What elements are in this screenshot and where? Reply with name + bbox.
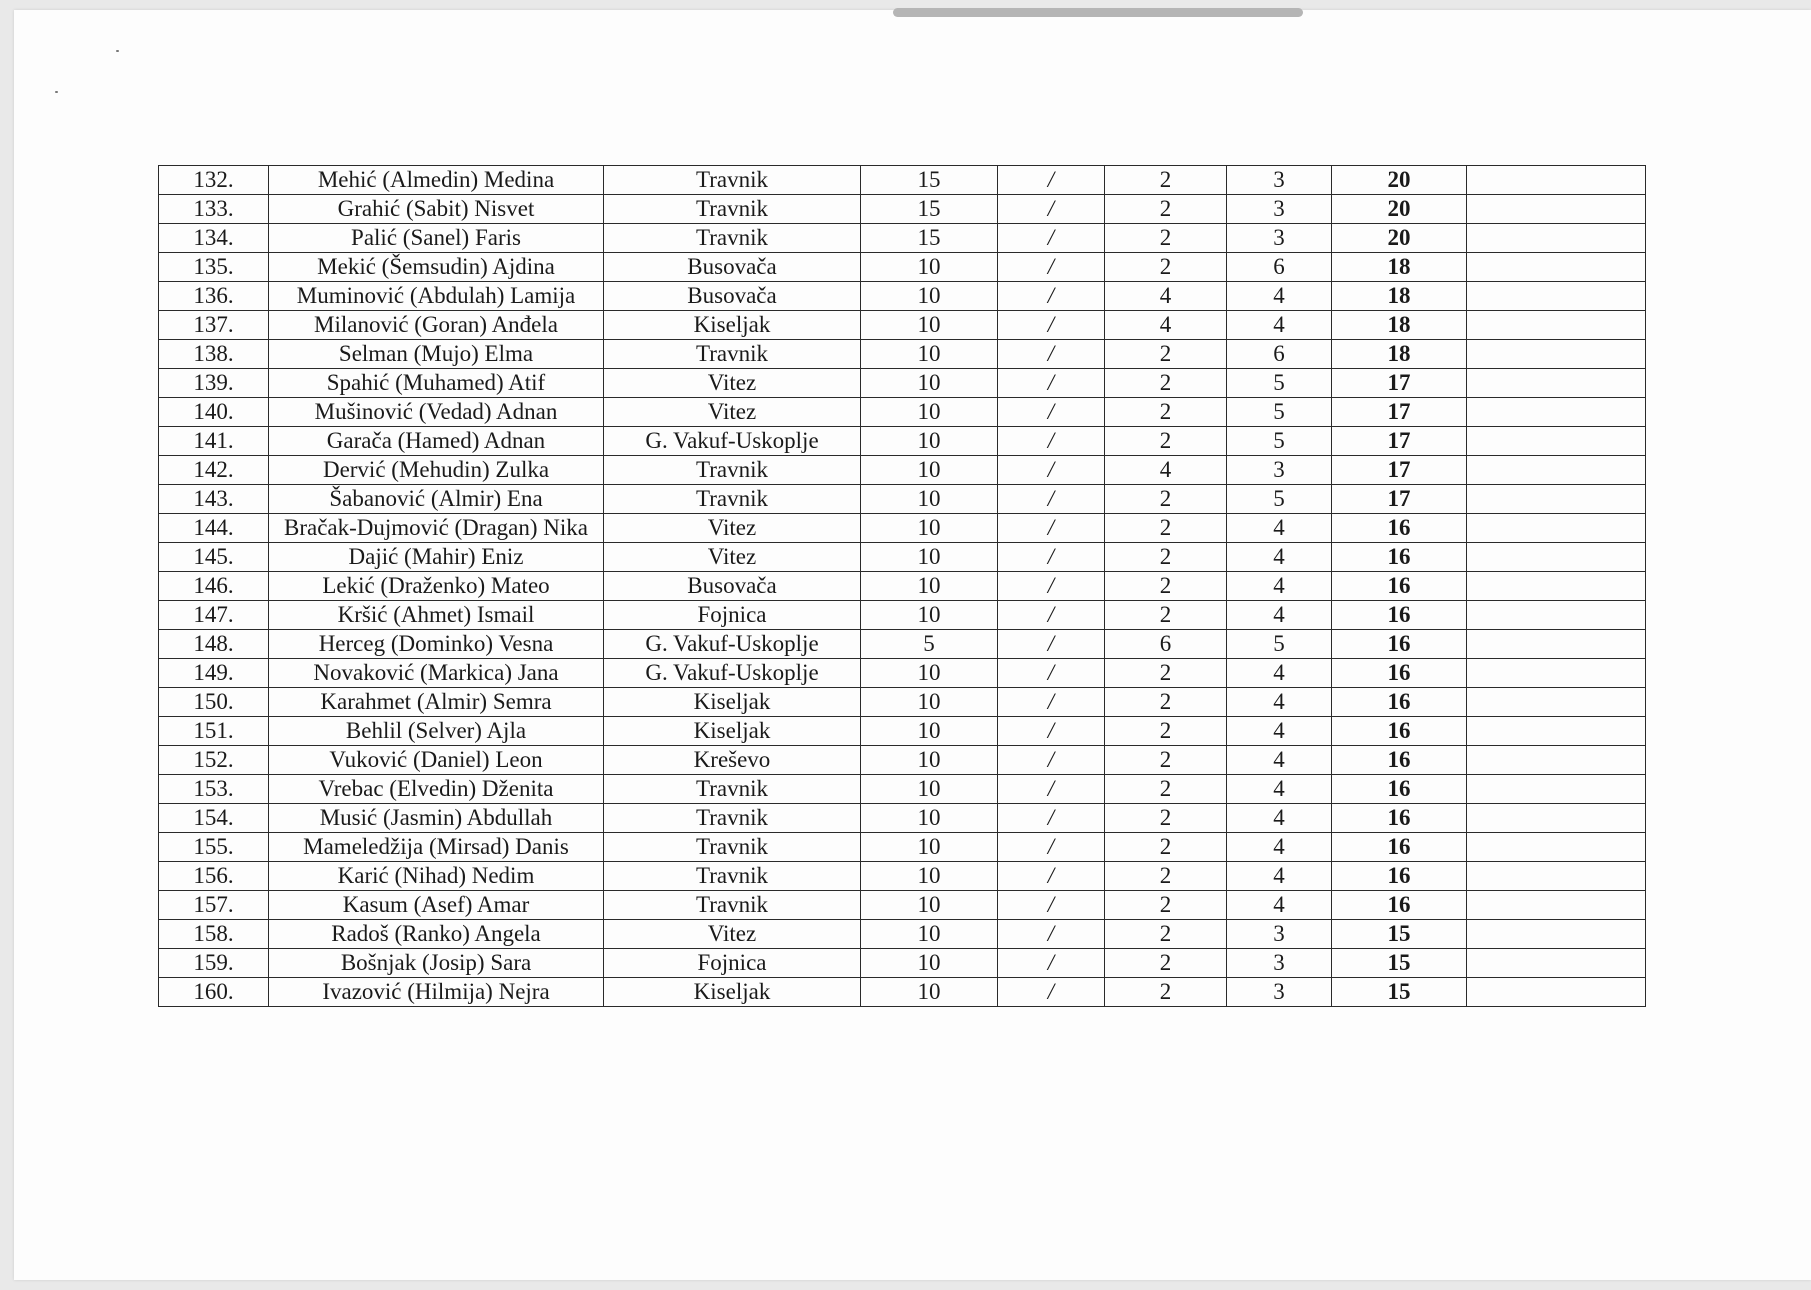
table-row <box>159 978 1646 1007</box>
cell-note <box>1467 543 1646 572</box>
cell-city: Kreševo <box>604 746 861 775</box>
cell-city: Travnik <box>604 775 861 804</box>
scan-speck <box>55 91 58 93</box>
cell-points-4: 6 <box>1227 253 1332 282</box>
cell-points-3: 2 <box>1105 398 1227 427</box>
cell-points-1: 10 <box>861 891 998 920</box>
cell-points-1: 10 <box>861 775 998 804</box>
cell-city: Busovača <box>604 572 861 601</box>
cell-name: Ivazović (Hilmija) Nejra <box>269 978 604 1007</box>
cell-points-1: 10 <box>861 572 998 601</box>
cell-city: Busovača <box>604 253 861 282</box>
cell-name: Novaković (Markica) Jana <box>269 659 604 688</box>
cell-number: 146. <box>159 572 269 601</box>
cell-points-4: 5 <box>1227 485 1332 514</box>
cell-note <box>1467 949 1646 978</box>
cell-note <box>1467 311 1646 340</box>
cell-points-2: / <box>998 804 1105 833</box>
table-row <box>159 717 1646 746</box>
cell-number: 157. <box>159 891 269 920</box>
table-row <box>159 253 1646 282</box>
cell-name: Dajić (Mahir) Eniz <box>269 543 604 572</box>
cell-points-2: / <box>998 398 1105 427</box>
cell-points-2: / <box>998 688 1105 717</box>
cell-city: Kiseljak <box>604 717 861 746</box>
cell-note <box>1467 456 1646 485</box>
cell-name: Grahić (Sabit) Nisvet <box>269 195 604 224</box>
cell-points-2: / <box>998 456 1105 485</box>
cell-points-1: 10 <box>861 485 998 514</box>
cell-points-2: / <box>998 978 1105 1007</box>
table-row <box>159 775 1646 804</box>
cell-city: Kiseljak <box>604 311 861 340</box>
cell-total: 18 <box>1332 311 1467 340</box>
cell-city: Vitez <box>604 920 861 949</box>
cell-points-1: 15 <box>861 166 998 195</box>
cell-total: 17 <box>1332 427 1467 456</box>
cell-city: Travnik <box>604 224 861 253</box>
table-row <box>159 311 1646 340</box>
cell-name: Bračak-Dujmović (Dragan) Nika <box>269 514 604 543</box>
cell-points-4: 4 <box>1227 572 1332 601</box>
cell-points-3: 2 <box>1105 717 1227 746</box>
cell-points-4: 4 <box>1227 717 1332 746</box>
cell-note <box>1467 224 1646 253</box>
cell-points-1: 10 <box>861 949 998 978</box>
cell-total: 16 <box>1332 514 1467 543</box>
cell-note <box>1467 978 1646 1007</box>
cell-city: Vitez <box>604 398 861 427</box>
cell-number: 142. <box>159 456 269 485</box>
cell-points-3: 2 <box>1105 427 1227 456</box>
cell-points-2: / <box>998 311 1105 340</box>
cell-points-3: 2 <box>1105 891 1227 920</box>
cell-name: Selman (Mujo) Elma <box>269 340 604 369</box>
cell-total: 20 <box>1332 166 1467 195</box>
cell-number: 151. <box>159 717 269 746</box>
cell-name: Muminović (Abdulah) Lamija <box>269 282 604 311</box>
cell-note <box>1467 688 1646 717</box>
cell-city: G. Vakuf-Uskoplje <box>604 630 861 659</box>
cell-total: 16 <box>1332 891 1467 920</box>
cell-points-4: 5 <box>1227 427 1332 456</box>
cell-city: Fojnica <box>604 601 861 630</box>
cell-name: Musić (Jasmin) Abdullah <box>269 804 604 833</box>
cell-points-1: 5 <box>861 630 998 659</box>
cell-total: 17 <box>1332 398 1467 427</box>
cell-points-3: 2 <box>1105 543 1227 572</box>
cell-points-3: 2 <box>1105 369 1227 398</box>
cell-points-4: 5 <box>1227 398 1332 427</box>
cell-total: 18 <box>1332 282 1467 311</box>
cell-points-3: 2 <box>1105 572 1227 601</box>
table-row <box>159 949 1646 978</box>
cell-number: 153. <box>159 775 269 804</box>
cell-name: Garača (Hamed) Adnan <box>269 427 604 456</box>
table-row <box>159 746 1646 775</box>
cell-points-2: / <box>998 369 1105 398</box>
cell-number: 141. <box>159 427 269 456</box>
cell-number: 135. <box>159 253 269 282</box>
cell-points-3: 2 <box>1105 920 1227 949</box>
cell-points-4: 4 <box>1227 659 1332 688</box>
cell-points-1: 10 <box>861 659 998 688</box>
cell-points-4: 4 <box>1227 804 1332 833</box>
cell-number: 158. <box>159 920 269 949</box>
table-row <box>159 340 1646 369</box>
cell-points-2: / <box>998 282 1105 311</box>
cell-points-1: 10 <box>861 543 998 572</box>
cell-total: 16 <box>1332 862 1467 891</box>
cell-points-3: 2 <box>1105 775 1227 804</box>
cell-points-3: 2 <box>1105 340 1227 369</box>
cell-points-4: 3 <box>1227 195 1332 224</box>
cell-points-4: 4 <box>1227 543 1332 572</box>
cell-total: 16 <box>1332 717 1467 746</box>
cell-name: Spahić (Muhamed) Atif <box>269 369 604 398</box>
cell-points-4: 4 <box>1227 311 1332 340</box>
cell-points-1: 10 <box>861 253 998 282</box>
cell-name: Mameledžija (Mirsad) Danis <box>269 833 604 862</box>
cell-points-2: / <box>998 630 1105 659</box>
cell-points-3: 4 <box>1105 282 1227 311</box>
cell-number: 149. <box>159 659 269 688</box>
cell-city: Vitez <box>604 543 861 572</box>
cell-number: 139. <box>159 369 269 398</box>
results-table <box>158 165 1646 1007</box>
cell-city: Travnik <box>604 804 861 833</box>
cell-points-1: 10 <box>861 804 998 833</box>
cell-points-1: 10 <box>861 601 998 630</box>
cell-number: 136. <box>159 282 269 311</box>
cell-number: 145. <box>159 543 269 572</box>
cell-name: Radoš (Ranko) Angela <box>269 920 604 949</box>
table-row <box>159 427 1646 456</box>
cell-points-1: 10 <box>861 746 998 775</box>
cell-name: Behlil (Selver) Ajla <box>269 717 604 746</box>
cell-points-1: 10 <box>861 717 998 746</box>
cell-points-3: 2 <box>1105 978 1227 1007</box>
cell-city: Travnik <box>604 833 861 862</box>
cell-note <box>1467 485 1646 514</box>
cell-points-1: 10 <box>861 369 998 398</box>
cell-name: Mehić (Almedin) Medina <box>269 166 604 195</box>
cell-name: Palić (Sanel) Faris <box>269 224 604 253</box>
cell-name: Vrebac (Elvedin) Dženita <box>269 775 604 804</box>
cell-points-2: / <box>998 717 1105 746</box>
cell-points-1: 15 <box>861 195 998 224</box>
cell-name: Dervić (Mehudin) Zulka <box>269 456 604 485</box>
cell-points-1: 10 <box>861 311 998 340</box>
cell-points-2: / <box>998 891 1105 920</box>
cell-note <box>1467 862 1646 891</box>
cell-points-4: 3 <box>1227 978 1332 1007</box>
cell-points-3: 2 <box>1105 601 1227 630</box>
cell-points-4: 4 <box>1227 282 1332 311</box>
cell-number: 155. <box>159 833 269 862</box>
cell-points-4: 3 <box>1227 456 1332 485</box>
cell-number: 132. <box>159 166 269 195</box>
cell-points-4: 4 <box>1227 688 1332 717</box>
table-row <box>159 485 1646 514</box>
cell-total: 17 <box>1332 456 1467 485</box>
cell-note <box>1467 282 1646 311</box>
table-row <box>159 659 1646 688</box>
cell-total: 16 <box>1332 804 1467 833</box>
cell-points-3: 2 <box>1105 688 1227 717</box>
cell-points-2: / <box>998 195 1105 224</box>
cell-number: 147. <box>159 601 269 630</box>
cell-points-4: 6 <box>1227 340 1332 369</box>
cell-points-2: / <box>998 949 1105 978</box>
cell-points-1: 10 <box>861 862 998 891</box>
cell-points-4: 4 <box>1227 775 1332 804</box>
cell-note <box>1467 195 1646 224</box>
cell-city: Vitez <box>604 514 861 543</box>
cell-total: 16 <box>1332 746 1467 775</box>
cell-points-3: 2 <box>1105 659 1227 688</box>
cell-total: 16 <box>1332 688 1467 717</box>
cell-name: Mekić (Šemsudin) Ajdina <box>269 253 604 282</box>
cell-points-3: 2 <box>1105 224 1227 253</box>
cell-name: Herceg (Dominko) Vesna <box>269 630 604 659</box>
cell-points-3: 4 <box>1105 311 1227 340</box>
table-body <box>159 166 1646 1007</box>
cell-note <box>1467 920 1646 949</box>
cell-points-2: / <box>998 920 1105 949</box>
cell-total: 16 <box>1332 833 1467 862</box>
table-row <box>159 195 1646 224</box>
table-row <box>159 862 1646 891</box>
table-row <box>159 398 1646 427</box>
cell-total: 17 <box>1332 369 1467 398</box>
table-row <box>159 456 1646 485</box>
cell-number: 138. <box>159 340 269 369</box>
cell-points-2: / <box>998 833 1105 862</box>
cell-name: Mušinović (Vedad) Adnan <box>269 398 604 427</box>
scan-speck <box>116 50 119 52</box>
cell-points-3: 2 <box>1105 804 1227 833</box>
table-row <box>159 920 1646 949</box>
cell-city: Travnik <box>604 340 861 369</box>
cell-note <box>1467 253 1646 282</box>
cell-number: 148. <box>159 630 269 659</box>
cell-total: 15 <box>1332 978 1467 1007</box>
cell-points-3: 2 <box>1105 949 1227 978</box>
cell-total: 16 <box>1332 659 1467 688</box>
table-row <box>159 166 1646 195</box>
cell-points-2: / <box>998 572 1105 601</box>
cell-points-2: / <box>998 775 1105 804</box>
cell-total: 16 <box>1332 543 1467 572</box>
cell-points-4: 4 <box>1227 862 1332 891</box>
cell-points-3: 2 <box>1105 746 1227 775</box>
cell-points-4: 3 <box>1227 224 1332 253</box>
table-row <box>159 630 1646 659</box>
cell-points-4: 4 <box>1227 601 1332 630</box>
cell-name: Milanović (Goran) Anđela <box>269 311 604 340</box>
table-row <box>159 804 1646 833</box>
cell-points-2: / <box>998 253 1105 282</box>
cell-points-2: / <box>998 862 1105 891</box>
cell-name: Kasum (Asef) Amar <box>269 891 604 920</box>
cell-note <box>1467 572 1646 601</box>
cell-note <box>1467 833 1646 862</box>
cell-points-2: / <box>998 224 1105 253</box>
table-row <box>159 224 1646 253</box>
cell-note <box>1467 775 1646 804</box>
cell-city: Busovača <box>604 282 861 311</box>
cell-points-2: / <box>998 485 1105 514</box>
cell-note <box>1467 514 1646 543</box>
cell-points-1: 10 <box>861 920 998 949</box>
cell-note <box>1467 630 1646 659</box>
cell-points-2: / <box>998 427 1105 456</box>
cell-city: Travnik <box>604 862 861 891</box>
cell-points-4: 4 <box>1227 514 1332 543</box>
cell-total: 15 <box>1332 920 1467 949</box>
cell-points-3: 4 <box>1105 456 1227 485</box>
cell-name: Šabanović (Almir) Ena <box>269 485 604 514</box>
cell-city: Kiseljak <box>604 978 861 1007</box>
cell-city: G. Vakuf-Uskoplje <box>604 427 861 456</box>
cell-city: G. Vakuf-Uskoplje <box>604 659 861 688</box>
scrollbar-thumb[interactable] <box>893 8 1303 17</box>
cell-number: 133. <box>159 195 269 224</box>
cell-total: 20 <box>1332 195 1467 224</box>
cell-name: Bošnjak (Josip) Sara <box>269 949 604 978</box>
cell-number: 156. <box>159 862 269 891</box>
cell-note <box>1467 746 1646 775</box>
cell-total: 16 <box>1332 572 1467 601</box>
cell-points-4: 3 <box>1227 166 1332 195</box>
cell-points-1: 15 <box>861 224 998 253</box>
cell-points-3: 2 <box>1105 862 1227 891</box>
cell-points-1: 10 <box>861 456 998 485</box>
cell-points-1: 10 <box>861 688 998 717</box>
cell-name: Karić (Nihad) Nedim <box>269 862 604 891</box>
cell-points-4: 3 <box>1227 949 1332 978</box>
cell-city: Travnik <box>604 195 861 224</box>
cell-total: 16 <box>1332 601 1467 630</box>
table-row <box>159 282 1646 311</box>
cell-note <box>1467 340 1646 369</box>
cell-points-2: / <box>998 340 1105 369</box>
cell-points-3: 2 <box>1105 195 1227 224</box>
cell-points-2: / <box>998 601 1105 630</box>
cell-city: Travnik <box>604 891 861 920</box>
cell-note <box>1467 601 1646 630</box>
table-row <box>159 514 1646 543</box>
cell-note <box>1467 398 1646 427</box>
cell-total: 15 <box>1332 949 1467 978</box>
table-row <box>159 543 1646 572</box>
cell-number: 154. <box>159 804 269 833</box>
table-row <box>159 833 1646 862</box>
cell-points-4: 4 <box>1227 891 1332 920</box>
cell-total: 17 <box>1332 485 1467 514</box>
cell-points-4: 4 <box>1227 833 1332 862</box>
table-row <box>159 601 1646 630</box>
cell-total: 18 <box>1332 253 1467 282</box>
cell-number: 150. <box>159 688 269 717</box>
cell-points-3: 2 <box>1105 253 1227 282</box>
cell-points-4: 4 <box>1227 746 1332 775</box>
cell-points-2: / <box>998 746 1105 775</box>
cell-points-2: / <box>998 543 1105 572</box>
cell-city: Travnik <box>604 485 861 514</box>
cell-city: Travnik <box>604 166 861 195</box>
cell-points-2: / <box>998 514 1105 543</box>
table-row <box>159 891 1646 920</box>
cell-city: Vitez <box>604 369 861 398</box>
cell-number: 144. <box>159 514 269 543</box>
cell-number: 134. <box>159 224 269 253</box>
cell-note <box>1467 166 1646 195</box>
cell-points-1: 10 <box>861 514 998 543</box>
cell-note <box>1467 804 1646 833</box>
cell-points-3: 2 <box>1105 166 1227 195</box>
cell-note <box>1467 369 1646 398</box>
cell-name: Kršić (Ahmet) Ismail <box>269 601 604 630</box>
table-row <box>159 572 1646 601</box>
cell-number: 137. <box>159 311 269 340</box>
cell-number: 143. <box>159 485 269 514</box>
table-row <box>159 688 1646 717</box>
cell-number: 152. <box>159 746 269 775</box>
cell-total: 16 <box>1332 630 1467 659</box>
cell-total: 20 <box>1332 224 1467 253</box>
cell-total: 18 <box>1332 340 1467 369</box>
cell-name: Lekić (Draženko) Mateo <box>269 572 604 601</box>
cell-points-1: 10 <box>861 427 998 456</box>
cell-note <box>1467 891 1646 920</box>
cell-points-1: 10 <box>861 340 998 369</box>
cell-name: Vuković (Daniel) Leon <box>269 746 604 775</box>
cell-points-3: 2 <box>1105 485 1227 514</box>
table-row <box>159 369 1646 398</box>
cell-points-1: 10 <box>861 282 998 311</box>
cell-points-4: 5 <box>1227 630 1332 659</box>
cell-points-3: 2 <box>1105 514 1227 543</box>
cell-note <box>1467 717 1646 746</box>
cell-total: 16 <box>1332 775 1467 804</box>
cell-number: 140. <box>159 398 269 427</box>
cell-note <box>1467 659 1646 688</box>
cell-city: Fojnica <box>604 949 861 978</box>
cell-points-1: 10 <box>861 398 998 427</box>
cell-points-1: 10 <box>861 978 998 1007</box>
cell-note <box>1467 427 1646 456</box>
cell-name: Karahmet (Almir) Semra <box>269 688 604 717</box>
cell-points-3: 6 <box>1105 630 1227 659</box>
cell-points-1: 10 <box>861 833 998 862</box>
cell-city: Kiseljak <box>604 688 861 717</box>
cell-points-3: 2 <box>1105 833 1227 862</box>
cell-city: Travnik <box>604 456 861 485</box>
cell-points-2: / <box>998 166 1105 195</box>
cell-points-4: 3 <box>1227 920 1332 949</box>
cell-number: 159. <box>159 949 269 978</box>
cell-points-2: / <box>998 659 1105 688</box>
cell-points-4: 5 <box>1227 369 1332 398</box>
cell-number: 160. <box>159 978 269 1007</box>
